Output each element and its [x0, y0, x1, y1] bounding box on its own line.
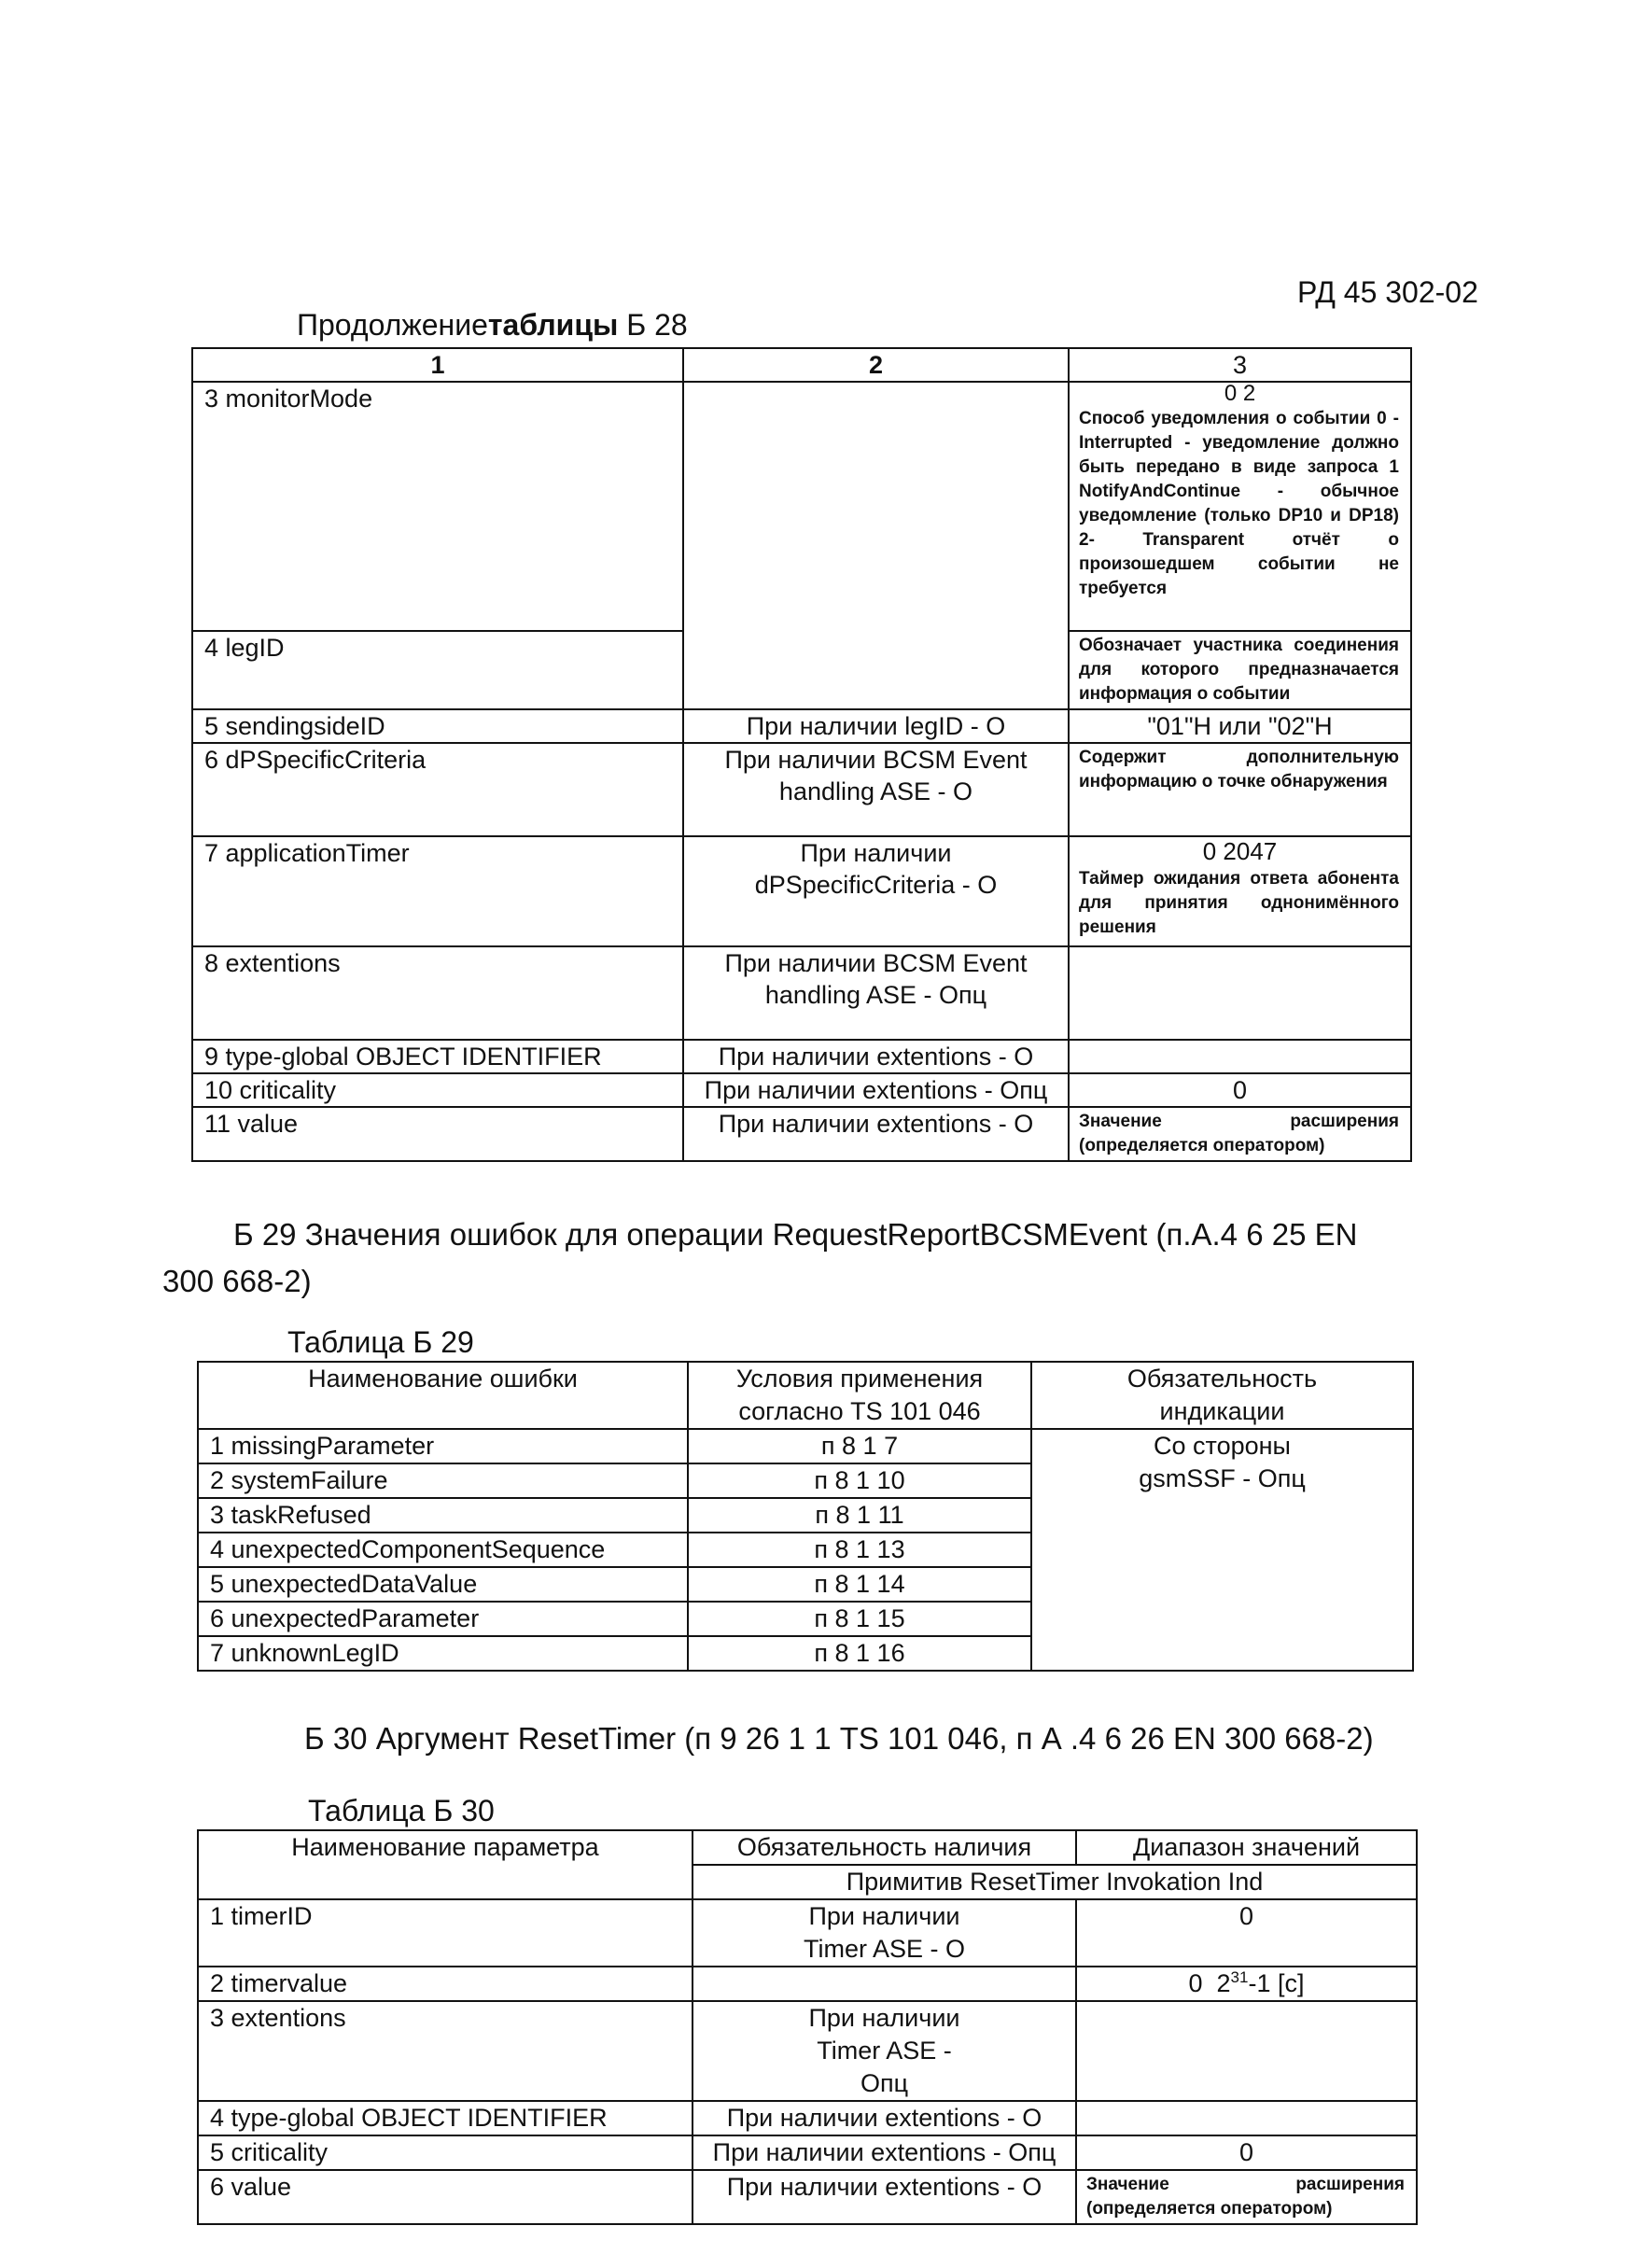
- param-name: 6 dPSpecificCriteria: [192, 743, 683, 836]
- param-name: 1 timerID: [198, 1899, 693, 1967]
- header-param-name: Наименование параметра: [198, 1830, 693, 1899]
- param-description: 0 2 Способ уведомления о событии 0 -Interrupted - уведомление должно быть передано в виде запроса 1 NotifyAndContinue - обычное уведомление (только DP10 и DP18) 2- Transparent отчёт о произошедшем событии не требуется: [1069, 382, 1411, 631]
- param-condition: При наличии extentions - O: [683, 1107, 1069, 1161]
- error-condition: п 8 1 13: [688, 1533, 1031, 1567]
- header-indication: Обязательность индикации: [1031, 1362, 1413, 1429]
- header-col-3: 3: [1069, 348, 1411, 382]
- param-range: 0: [1076, 1899, 1417, 1967]
- param-range: 0 $2^{31}-1$ [c]: [1076, 1967, 1417, 2001]
- param-condition: При наличии dPSpecificCriteria - O: [683, 836, 1069, 946]
- param-description: [1069, 1040, 1411, 1073]
- param-name: 8 extentions: [192, 946, 683, 1040]
- param-condition: При наличии extentions - Опц: [683, 1073, 1069, 1107]
- error-indication: Со стороны gsmSSF - Опц: [1031, 1429, 1413, 1671]
- param-name: 5 criticality: [198, 2135, 693, 2170]
- section-b30-heading: Б 30 Аргумент ResetTimer (п 9 26 1 1 TS 101 046, п А .4 6 26 EN 300 668-2): [304, 1721, 1374, 1756]
- error-name: 6 unexpectedParameter: [198, 1602, 688, 1636]
- subheader-primitive: Примитив ResetTimer Invokation Ind: [693, 1865, 1417, 1899]
- param-condition: При наличии legID - O: [683, 709, 1069, 743]
- error-condition: п 8 1 15: [688, 1602, 1031, 1636]
- param-description: Значение расширения (определяется оператором): [1069, 1107, 1411, 1161]
- param-name: 11 value: [192, 1107, 683, 1161]
- header-error-name: Наименование ошибки: [198, 1362, 688, 1429]
- table-b28-caption: Продолжениетаблицы Б 28: [297, 308, 688, 342]
- param-name: 3 monitorMode: [192, 382, 683, 631]
- table-b29: [197, 1361, 1414, 1672]
- param-description: "01"H или "02"H: [1069, 709, 1411, 743]
- param-name: 7 applicationTimer: [192, 836, 683, 946]
- header-col-2: 2: [683, 348, 1069, 382]
- param-range: [1076, 2101, 1417, 2135]
- param-presence: При наличии extentions - O: [693, 2101, 1076, 2135]
- param-name: 6 value: [198, 2170, 693, 2224]
- param-name: 2 timervalue: [198, 1967, 693, 2001]
- table-b28: [191, 347, 1412, 1162]
- header-col-1: 1: [192, 348, 683, 382]
- param-name: 3 extentions: [198, 2001, 693, 2101]
- param-range: [1076, 2001, 1417, 2101]
- error-name: 4 unexpectedComponentSequence: [198, 1533, 688, 1567]
- param-condition: При наличии BCSM Event handling ASE - Опц: [683, 946, 1069, 1040]
- param-name: 10 criticality: [192, 1073, 683, 1107]
- param-name: 9 type-global OBJECT IDENTIFIER: [192, 1040, 683, 1073]
- param-range: 0: [1076, 2135, 1417, 2170]
- header-conditions: Условия применения согласно TS 101 046: [688, 1362, 1031, 1429]
- param-description: Содержит дополнительную информацию о точке обнаружения: [1069, 743, 1411, 836]
- param-name: 4 type-global OBJECT IDENTIFIER: [198, 2101, 693, 2135]
- table-b30: [197, 1829, 1418, 2225]
- header-range: Диапазон значений: [1076, 1830, 1417, 1865]
- param-range: Значение расширения (определяется оператором): [1076, 2170, 1417, 2224]
- error-condition: п 8 1 10: [688, 1463, 1031, 1498]
- param-condition: [683, 382, 1069, 709]
- error-name: 3 taskRefused: [198, 1498, 688, 1533]
- param-name: 5 sendingsideID: [192, 709, 683, 743]
- param-presence: [693, 1967, 1076, 2001]
- error-name: 2 systemFailure: [198, 1463, 688, 1498]
- header-presence: Обязательность наличия: [693, 1830, 1076, 1865]
- param-description: 0 2047 Таймер ожидания ответа абонента для принятия однонимённого решения: [1069, 836, 1411, 946]
- error-condition: п 8 1 11: [688, 1498, 1031, 1533]
- error-condition: п 8 1 7: [688, 1429, 1031, 1463]
- error-name: 7 unknownLegID: [198, 1636, 688, 1671]
- param-condition: При наличии extentions - O: [683, 1040, 1069, 1073]
- param-presence: При наличии extentions - O: [693, 2170, 1076, 2224]
- param-presence: При наличии extentions - Опц: [693, 2135, 1076, 2170]
- table-b29-caption: Таблица Б 29: [287, 1325, 474, 1359]
- section-b29-heading: Б 29 Значения ошибок для операции RequestReportBCSMEvent (п.А.4 6 25 EN 300 668-2): [162, 1217, 1358, 1298]
- table-b30-caption: Таблица Б 30: [308, 1794, 495, 1827]
- document-code: РД 45 302-02: [1297, 275, 1478, 309]
- error-condition: п 8 1 16: [688, 1636, 1031, 1671]
- error-name: 1 missingParameter: [198, 1429, 688, 1463]
- param-condition: При наличии BCSM Event handling ASE - O: [683, 743, 1069, 836]
- param-name: 4 legID: [192, 631, 683, 709]
- param-description: Обозначает участника соединения для которого предназначается информация о событии: [1069, 631, 1411, 709]
- param-presence: При наличии Timer ASE - O: [693, 1899, 1076, 1967]
- param-description: 0: [1069, 1073, 1411, 1107]
- param-presence: При наличии Timer ASE - Опц: [693, 2001, 1076, 2101]
- error-name: 5 unexpectedDataValue: [198, 1567, 688, 1602]
- error-condition: п 8 1 14: [688, 1567, 1031, 1602]
- param-description: [1069, 946, 1411, 1040]
